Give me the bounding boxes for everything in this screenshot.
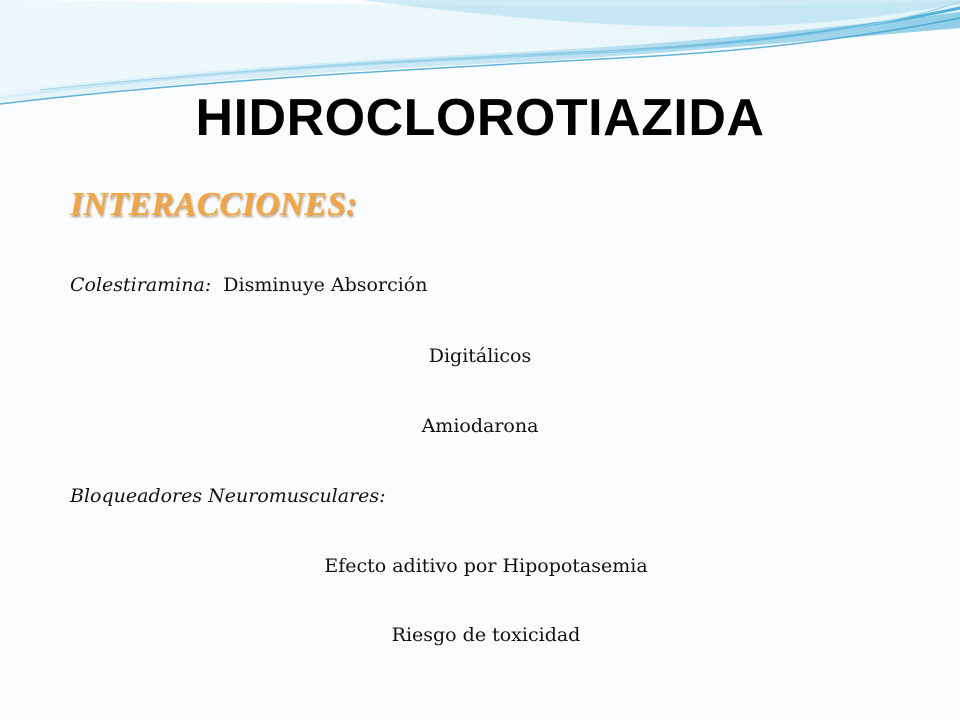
riesgo-toxicidad-line: Riesgo de toxicidad [391,624,581,646]
amiodarona-line: Amiodarona [421,415,539,437]
digitalicos-line: Digitálicos [428,345,532,367]
section-heading: INTERACCIONES: [70,186,358,223]
colestiramina-line [70,272,427,298]
efecto-aditivo-line: Efecto aditivo por Hipopotasemia [324,555,648,577]
bloqueadores-line: Bloqueadores Neuromusculares: [70,485,386,507]
colestiramina-label: Colestiramina: [70,274,212,296]
slide-title: HIDROCLOROTIAZIDA [195,89,765,147]
colestiramina-effect: Disminuye Absorción [223,274,428,296]
